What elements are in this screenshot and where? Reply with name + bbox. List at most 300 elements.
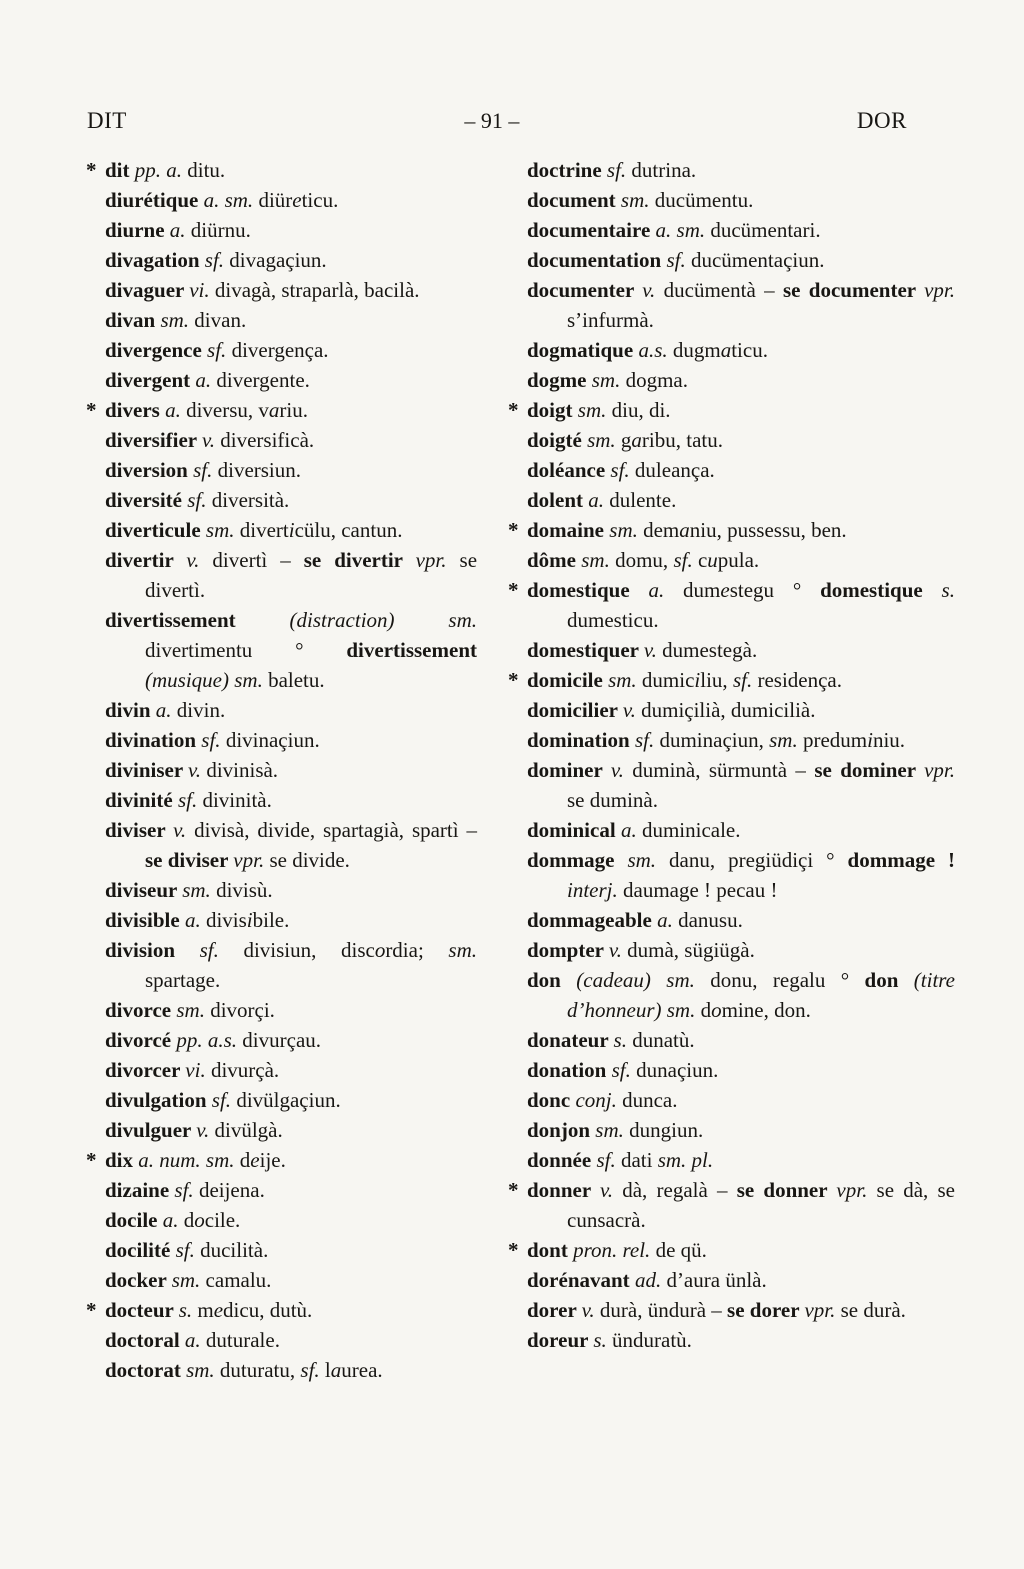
headword: dorer: [527, 1298, 582, 1322]
translation-text: l: [324, 1358, 331, 1382]
dictionary-entry: [85, 1145, 477, 1175]
translation-text: duleança.: [634, 458, 715, 482]
translation-text: diversiun.: [217, 458, 302, 482]
pos-label: v.: [581, 1298, 600, 1322]
dictionary-entry: [507, 215, 955, 245]
headword: divergence: [105, 338, 208, 362]
translation-text: dati: [620, 1148, 658, 1172]
translation-text: se duminà.: [567, 788, 658, 812]
headword: se documenter: [782, 278, 925, 302]
dictionary-entry: [85, 815, 477, 875]
headword: docile: [105, 1208, 163, 1232]
pos-label: u: [707, 548, 718, 572]
dictionary-entry: [85, 455, 477, 485]
headword: docilité: [105, 1238, 176, 1262]
translation-text: divülgà.: [214, 1118, 283, 1142]
page-header: [87, 108, 907, 134]
pos-label: vpr.: [924, 278, 955, 302]
dictionary-entry: [85, 515, 477, 545]
pos-label: pp. a.s.: [176, 1028, 243, 1052]
translation-text: dicu, dutù.: [223, 1298, 313, 1322]
star-marker: *: [508, 1178, 519, 1202]
pos-label: a.s.: [638, 338, 673, 362]
pos-label: a.: [588, 488, 610, 512]
pos-label: sm.: [609, 518, 644, 542]
headword: divination: [105, 728, 202, 752]
pos-label: sm.: [577, 398, 612, 422]
headword: dommageable: [527, 908, 658, 932]
translation-text: divan.: [194, 308, 247, 332]
dictionary-entry: [507, 1265, 955, 1295]
translation-text: dutrina.: [631, 158, 697, 182]
pos-label: v.: [202, 428, 221, 452]
pos-label: ad.: [634, 1268, 667, 1292]
translation-text: ditu.: [187, 158, 226, 182]
headword: divulgation: [105, 1088, 212, 1112]
dictionary-entry: [85, 1325, 477, 1355]
translation-text: divergente.: [216, 368, 310, 392]
pos-label: sf.: [204, 248, 230, 272]
translation-text: de qü.: [655, 1238, 707, 1262]
dictionary-entry: [507, 635, 955, 665]
pos-label: s.: [593, 1328, 612, 1352]
dictionary-entry: [85, 725, 477, 755]
translation-text: dugm: [672, 338, 721, 362]
translation-text: ducümentà –: [663, 278, 783, 302]
pos-label: vi.: [189, 278, 215, 302]
pos-label: a: [268, 398, 280, 422]
translation-text: dumestegà.: [662, 638, 758, 662]
pos-label: vpr.: [415, 548, 460, 572]
pos-label: v.: [642, 278, 664, 302]
translation-text: donu, regalu °: [710, 968, 865, 992]
pos-label: pron. rel.: [573, 1238, 656, 1262]
headword: domestique: [527, 578, 649, 602]
translation-text: ticu.: [731, 338, 768, 362]
dictionary-entry: [85, 1235, 477, 1265]
headword: dogmatique: [527, 338, 639, 362]
translation-text: divert: [239, 518, 289, 542]
star-marker: *: [508, 398, 519, 422]
dictionary-entry: [507, 515, 955, 545]
pos-label: vpr.: [836, 1178, 877, 1202]
translation-text: duturale.: [205, 1328, 280, 1352]
translation-text: dunca.: [622, 1088, 678, 1112]
headword: divan: [105, 308, 161, 332]
dictionary-entry: [507, 545, 955, 575]
star-marker: *: [86, 1298, 97, 1322]
translation-text: stegu °: [729, 578, 821, 602]
dictionary-entry: [85, 365, 477, 395]
headword: divagation: [105, 248, 205, 272]
pos-label: e: [292, 188, 302, 212]
dictionary-entry: [507, 365, 955, 395]
dictionary-entry: [85, 785, 477, 815]
translation-text: cülu, cantun.: [294, 518, 403, 542]
pos-label: v.: [600, 1178, 623, 1202]
translation-text: dem: [643, 518, 680, 542]
pos-label: sm.: [160, 308, 195, 332]
dictionary-entry: [507, 1295, 955, 1325]
star-marker: *: [508, 668, 519, 692]
translation-text: divisù.: [216, 878, 273, 902]
translation-text: dum: [683, 578, 721, 602]
translation-text: danusu.: [678, 908, 743, 932]
translation-text: duturatu,: [219, 1358, 301, 1382]
translation-text: diversu, v: [186, 398, 269, 422]
translation-text: divertimentu °: [145, 638, 347, 662]
headword: doctoral: [105, 1328, 185, 1352]
dictionary-entry: [507, 1115, 955, 1145]
translation-text: ducümentari.: [710, 218, 821, 242]
headword: divergent: [105, 368, 196, 392]
dictionary-entry: [85, 995, 477, 1025]
dictionary-entry: [507, 965, 955, 1025]
dictionary-entry: [85, 755, 477, 785]
dictionary-entry: [85, 245, 477, 275]
dictionary-entry: [85, 1085, 477, 1115]
dictionary-entry: [507, 1145, 955, 1175]
pos-label: sf.: [199, 938, 244, 962]
headword: domestique: [820, 578, 942, 602]
star-marker: *: [86, 398, 97, 422]
headword: se divertir: [303, 548, 416, 572]
translation-text: duminicale.: [641, 818, 741, 842]
dictionary-entry: [507, 815, 955, 845]
translation-text: urea.: [341, 1358, 383, 1382]
pos-label: o: [374, 938, 386, 962]
translation-text: divinaçiun.: [225, 728, 320, 752]
dictionary-entry: [507, 725, 955, 755]
pos-label: sm.: [595, 1118, 630, 1142]
guide-word-right: DOR: [856, 108, 907, 133]
pos-label: s.: [941, 578, 955, 602]
headword: se donner: [736, 1178, 837, 1202]
translation-text: danu, pregiüdiçi °: [669, 848, 848, 872]
dictionary-entry: [85, 695, 477, 725]
headword: se dominer: [814, 758, 925, 782]
dictionary-entry: [85, 1115, 477, 1145]
translation-text: ticu.: [301, 188, 339, 212]
translation-text: dà, regalà –: [622, 1178, 737, 1202]
translation-text: duminà, sürmuntà –: [632, 758, 815, 782]
pos-label: a.: [184, 908, 206, 932]
headword: dommage: [527, 848, 628, 872]
pos-label: s.: [178, 1298, 198, 1322]
pos-label: sm. pl.: [657, 1148, 714, 1172]
dictionary-entry: [85, 1025, 477, 1055]
pos-label: sf.: [666, 248, 691, 272]
translation-text: divorçi.: [210, 998, 275, 1022]
pos-label: v.: [608, 938, 628, 962]
pos-label: sf.: [211, 1088, 237, 1112]
headword: donnée: [527, 1148, 597, 1172]
dictionary-entry: [507, 575, 955, 635]
translation-text: niu.: [872, 728, 906, 752]
pos-label: a.: [155, 698, 177, 722]
translation-text: dunatù.: [632, 1028, 695, 1052]
pos-label: a: [330, 1358, 342, 1382]
pos-label: sf.: [187, 488, 212, 512]
translation-text: pula.: [717, 548, 760, 572]
translation-text: dumic: [641, 668, 695, 692]
pos-label: a. sm.: [655, 218, 711, 242]
headword: divinité: [105, 788, 178, 812]
translation-text: domu,: [615, 548, 674, 572]
pos-label: a.: [162, 1208, 184, 1232]
headword: documentation: [527, 248, 667, 272]
pos-label: sf.: [596, 1148, 621, 1172]
headword: domestiquer: [527, 638, 644, 662]
dictionary-entry: [507, 1085, 955, 1115]
dictionary-entry: [85, 875, 477, 905]
translation-text: c: [697, 548, 708, 572]
translation-text: ducümentu.: [654, 188, 754, 212]
headword: document: [527, 188, 621, 212]
dictionary-entry: [85, 425, 477, 455]
pos-label: vpr.: [233, 848, 270, 872]
translation-text: dunaçiun.: [636, 1058, 719, 1082]
translation-text: bile.: [252, 908, 290, 932]
translation-text: mine, don.: [721, 998, 811, 1022]
headword: divorcer: [105, 1058, 186, 1082]
headword: divertissement: [105, 608, 290, 632]
headword: doctrine: [527, 158, 607, 182]
headword: diurétique: [105, 188, 204, 212]
dictionary-entry: [507, 1025, 955, 1055]
pos-label: i: [288, 518, 295, 542]
dictionary-entry: [85, 335, 477, 365]
translation-text: baletu.: [268, 668, 325, 692]
headword: dompter: [527, 938, 609, 962]
pos-label: a.: [169, 218, 191, 242]
translation-text: rdia;: [385, 938, 449, 962]
pos-label: sf.: [201, 728, 226, 752]
pos-label: sm.: [608, 668, 642, 692]
dictionary-entry: [507, 1235, 955, 1265]
headword: dix: [105, 1148, 139, 1172]
headword: domicilier: [527, 698, 623, 722]
headword: donjon: [527, 1118, 596, 1142]
translation-text: dungiun.: [629, 1118, 704, 1142]
headword: divisible: [105, 908, 185, 932]
translation-text: diversità.: [211, 488, 290, 512]
dictionary-entry: [85, 1295, 477, 1325]
pos-label: a. num. sm.: [138, 1148, 240, 1172]
headword: documenter: [527, 278, 643, 302]
translation-text: diür: [258, 188, 293, 212]
headword: doigt: [527, 398, 578, 422]
headword: donner: [527, 1178, 601, 1202]
headword: se dorer: [727, 1298, 805, 1322]
headword: domination: [527, 728, 635, 752]
pos-label: i: [694, 668, 701, 692]
pos-label: sf.: [732, 668, 758, 692]
pos-label: sm.: [205, 518, 240, 542]
pos-label: sf.: [606, 158, 632, 182]
translation-text: diürnu.: [190, 218, 251, 242]
translation-text: duminaçiun,: [659, 728, 770, 752]
headword: divulguer: [105, 1118, 197, 1142]
pos-label: sf.: [175, 1238, 201, 1262]
dictionary-entry: [507, 185, 955, 215]
translation-text: divurçau.: [242, 1028, 322, 1052]
dictionary-entry: [85, 275, 477, 305]
translation-text: ije.: [259, 1148, 286, 1172]
translation-text: divülgaçiun.: [236, 1088, 341, 1112]
translation-text: diversificà.: [220, 428, 315, 452]
translation-text: dogma.: [625, 368, 688, 392]
pos-label: sm.: [176, 998, 211, 1022]
headword: diviniser: [105, 758, 189, 782]
star-marker: *: [508, 518, 519, 542]
dictionary-entry: [507, 905, 955, 935]
translation-text: diu, di.: [611, 398, 671, 422]
guide-word-left: DIT: [87, 108, 127, 133]
translation-text: se divide.: [269, 848, 350, 872]
translation-text: se durà.: [840, 1298, 906, 1322]
headword: dizaine: [105, 1178, 175, 1202]
translation-text: dumiçilià, dumicilià.: [641, 698, 816, 722]
translation-text: s’infurmà.: [567, 308, 654, 332]
dictionary-entry: [85, 305, 477, 335]
headword: doreur: [527, 1328, 594, 1352]
headword: domaine: [527, 518, 610, 542]
dictionary-entry: [85, 1205, 477, 1235]
dictionary-entry: [507, 245, 955, 275]
pos-label: (cadeau) sm.: [576, 968, 711, 992]
pos-label: a.: [620, 818, 642, 842]
pos-label: vpr.: [804, 1298, 841, 1322]
pos-label: sf.: [300, 1358, 325, 1382]
translation-text: g: [620, 428, 632, 452]
pos-label: a.: [648, 578, 684, 602]
pos-label: sm.: [171, 1268, 206, 1292]
headword: dont: [527, 1238, 574, 1262]
headword: docteur: [105, 1298, 179, 1322]
translation-text: se divertì.: [145, 548, 478, 602]
dictionary-entry: [85, 1055, 477, 1085]
pos-label: interj.: [567, 878, 623, 902]
dictionary-entry: [507, 155, 955, 185]
headword: diversion: [105, 458, 194, 482]
dictionary-entry: [507, 665, 955, 695]
column-right: [507, 155, 955, 1355]
headword: doigté: [527, 428, 588, 452]
headword: divertissement: [346, 638, 477, 662]
pos-label: sf.: [177, 788, 203, 812]
dictionary-entry: [507, 695, 955, 725]
headword: diversité: [105, 488, 188, 512]
translation-text: d: [700, 998, 712, 1022]
pos-label: (musique) sm.: [145, 668, 269, 692]
headword: diurne: [105, 218, 170, 242]
translation-text: ducilità.: [200, 1238, 269, 1262]
pos-label: a.: [657, 908, 679, 932]
pos-label: a: [631, 428, 642, 452]
pos-label: sm.: [620, 188, 655, 212]
translation-text: divertì –: [212, 548, 304, 572]
dictionary-entry: [85, 485, 477, 515]
pos-label: o: [194, 1208, 205, 1232]
translation-text: m: [197, 1298, 214, 1322]
pos-label: a. sm.: [203, 188, 259, 212]
pos-label: a: [720, 338, 732, 362]
pos-label: v.: [622, 698, 642, 722]
translation-text: d: [239, 1148, 251, 1172]
pos-label: sm.: [591, 368, 626, 392]
dictionary-entry: [507, 1325, 955, 1355]
headword: divertir: [105, 548, 187, 572]
dictionary-entry: [507, 935, 955, 965]
dictionary-entry: [85, 395, 477, 425]
pos-label: sf.: [634, 728, 660, 752]
headword: don: [864, 968, 914, 992]
translation-text: predum: [802, 728, 868, 752]
translation-text: divurçà.: [210, 1058, 280, 1082]
translation-text: divergença.: [231, 338, 329, 362]
headword: documentaire: [527, 218, 656, 242]
translation-text: divisà, divide, spartagià, spartì –: [194, 818, 477, 842]
headword: dôme: [527, 548, 582, 572]
headword: dit: [105, 158, 135, 182]
star-marker: *: [86, 1148, 97, 1172]
headword: diversifier: [105, 428, 203, 452]
translation-text: spartage.: [145, 968, 221, 992]
headword: divin: [105, 698, 156, 722]
dictionary-entry: [507, 275, 955, 335]
translation-text: divagà, straparlà, bacilà.: [214, 278, 420, 302]
dictionary-entry: [507, 485, 955, 515]
headword: dogme: [527, 368, 592, 392]
headword: se diviser: [145, 848, 234, 872]
translation-text: durà, ündurà –: [599, 1298, 728, 1322]
translation-text: divis: [205, 908, 247, 932]
headword: donation: [527, 1058, 612, 1082]
pos-label: sm.: [627, 848, 670, 872]
pos-label: (distraction) sm.: [289, 608, 477, 632]
translation-text: divagaçiun.: [229, 248, 327, 272]
star-marker: *: [508, 1238, 519, 1262]
pos-label: sf.: [611, 1058, 637, 1082]
dictionary-entry: [507, 425, 955, 455]
translation-text: dumà, sügiügà.: [627, 938, 755, 962]
translation-text: daumage ! pecau !: [623, 878, 778, 902]
pos-label: o: [711, 998, 722, 1022]
translation-text: residença.: [757, 668, 842, 692]
dictionary-entry: [85, 545, 477, 605]
pos-label: pp. a.: [134, 158, 188, 182]
pos-label: s.: [613, 1028, 633, 1052]
translation-text: liu,: [700, 668, 733, 692]
pos-label: sf.: [673, 548, 698, 572]
pos-label: sm.: [587, 428, 621, 452]
translation-text: ünduratù.: [612, 1328, 692, 1352]
headword: dorénavant: [527, 1268, 635, 1292]
dictionary-entry: [85, 1265, 477, 1295]
pos-label: sf.: [193, 458, 218, 482]
pos-label: sf.: [610, 458, 635, 482]
headword: division: [105, 938, 200, 962]
translation-text: divin.: [176, 698, 226, 722]
pos-label: sm.: [581, 548, 616, 572]
translation-text: dulente.: [609, 488, 677, 512]
pos-label: a.: [184, 1328, 206, 1352]
headword: don: [527, 968, 577, 992]
headword: diviser: [105, 818, 174, 842]
dictionary-entry: [85, 605, 477, 695]
pos-label: v.: [610, 758, 633, 782]
